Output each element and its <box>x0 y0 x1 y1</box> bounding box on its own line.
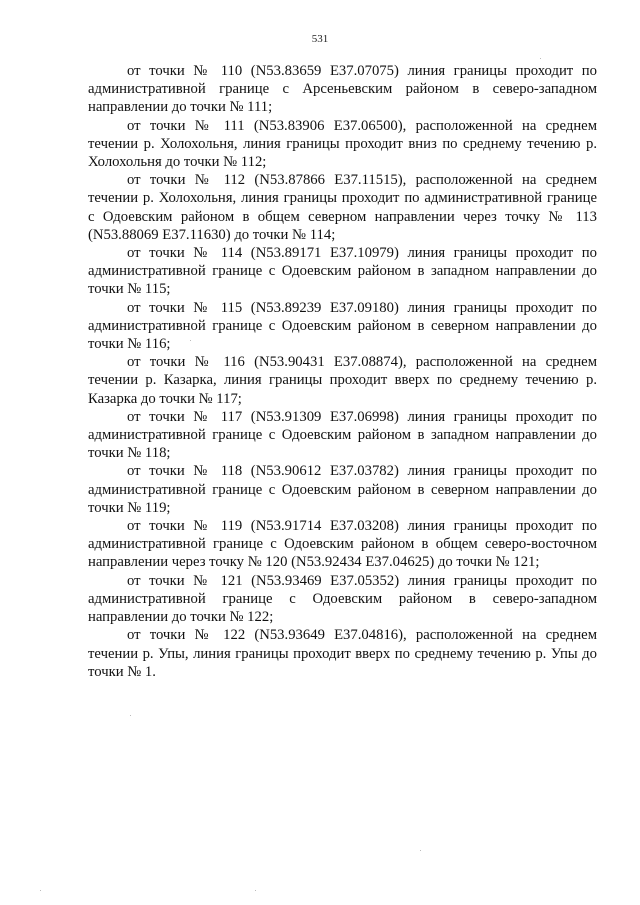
scan-speck <box>40 890 41 891</box>
scan-speck <box>540 58 541 59</box>
boundary-paragraph: от точки № 119 (N53.91714 E37.03208) линия границы проходит по административной границе с Одоевским районом в общем северо-восточном направлении через точку № 120 (N53.92434 E37.04625) до точки № 121; <box>88 518 597 571</box>
boundary-paragraph: от точки № 122 (N53.93649 E37.04816), расположенной на среднем течении р. Упы, линия границы проходит вверх по среднему течению р. Упы до точки № 1. <box>88 627 597 680</box>
boundary-paragraph: от точки № 111 (N53.83906 E37.06500), расположенной на среднем течении р. Холохольня, линия границы проходит вниз по среднему течению р. Холохольня до точки № 112; <box>88 117 597 171</box>
boundary-paragraph: от точки № 112 (N53.87866 E37.11515), расположенной на среднем течении р. Холохольня, линия границы проходит по административной границе с Одоевским районом в общем северном направлении через точку № 113 (N53.88069 E37.11630) до точки № 114; <box>88 172 597 243</box>
boundary-paragraph: от точки № 116 (N53.90431 E37.08874), расположенной на среднем течении р. Казарка, линия границы проходит вверх по среднему течению р. Казарка до точки № 117; <box>88 354 597 407</box>
boundary-paragraph: от точки № 121 (N53.93469 E37.05352) линия границы проходит по административной границе с Одоевским районом в северо-западном направлении до точки № 122; <box>88 572 597 626</box>
boundary-paragraph: от точки № 114 (N53.89171 E37.10979) линия границы проходит по административной границе с Одоевским районом в западном направлении до точки № 115; <box>88 245 597 298</box>
boundary-paragraph: от точки № 110 (N53.83659 E37.07075) линия границы проходит по административной границе с Арсеньевским районом в северо-западном направлении до точки № 111; <box>88 63 597 116</box>
boundary-paragraph: от точки № 117 (N53.91309 E37.06998) линия границы проходит по административной границе с Одоевским районом в западном направлении до точки № 118; <box>88 408 597 462</box>
scan-speck <box>130 715 131 716</box>
boundary-paragraph: от точки № 118 (N53.90612 E37.03782) линия границы проходит по административной границе с Одоевским районом в северном направлении до точки № 119; <box>88 463 597 516</box>
scan-speck <box>190 340 191 341</box>
scan-speck <box>255 890 256 891</box>
scan-speck <box>420 850 421 851</box>
page-number: 531 <box>311 33 329 45</box>
document-body <box>88 62 597 681</box>
boundary-paragraph: от точки № 115 (N53.89239 E37.09180) линия границы проходит по административной границе с Одоевским районом в северном направлении до точки № 116; <box>88 299 597 353</box>
